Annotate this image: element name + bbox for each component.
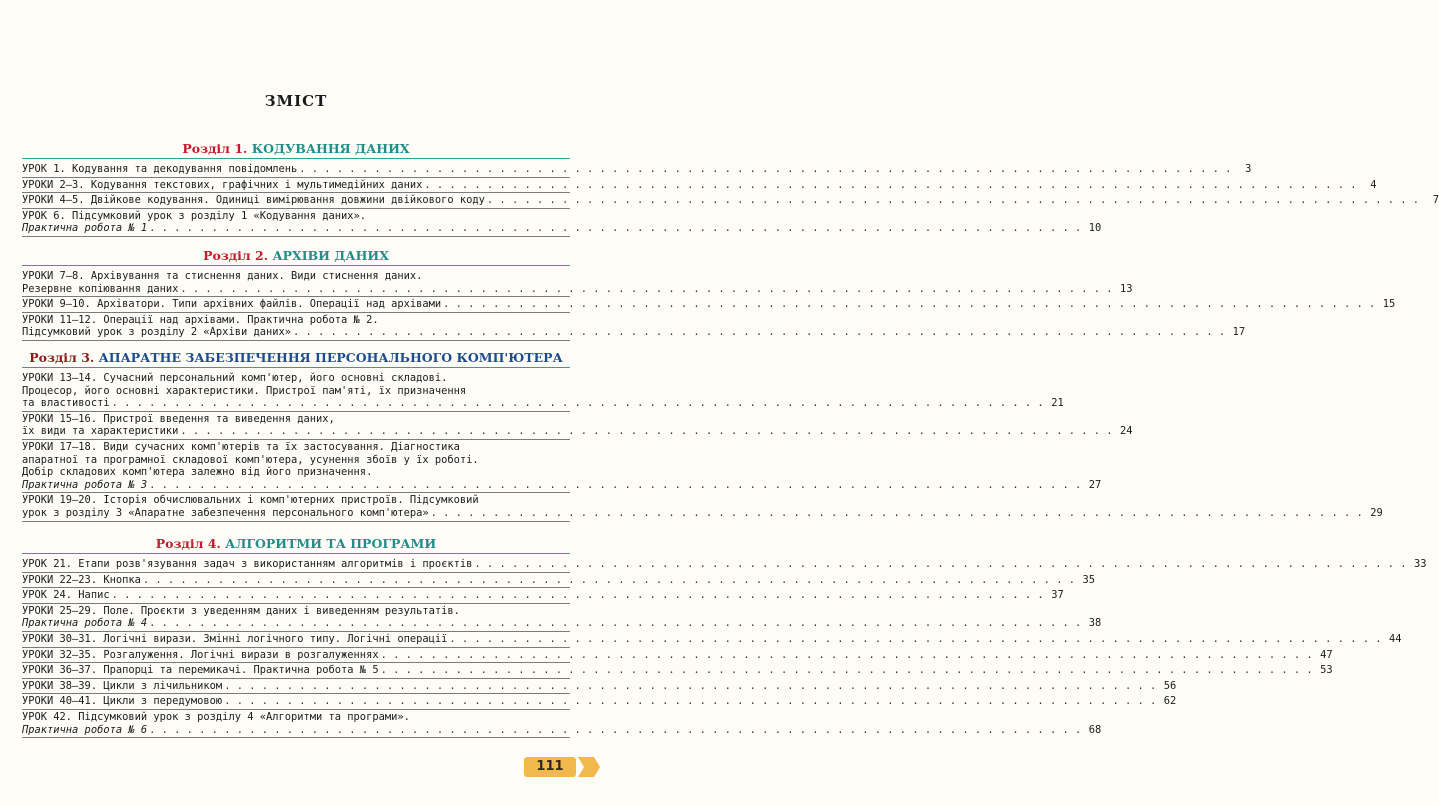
page-ref: 68 (1088, 723, 1102, 736)
page-ref: 29 (1370, 506, 1383, 519)
dot-leader: . . . . . . . . . . . . . . . . . . . . . . . . . . . . . . . . . . . . . . . . . . . . . . . . . . . . . . . . . . . . . . . . . . . . . . . . . . . (486, 194, 1420, 207)
toc-line (22, 163, 1252, 176)
section-heading (22, 535, 570, 552)
toc-text: УРОКИ 19–20. Історія обчислювальних і комп'ютерних пристроїв. Підсумковий (22, 494, 479, 507)
page-ref: 35 (1082, 573, 1095, 586)
section-divider (22, 158, 570, 159)
toc-line (22, 589, 1064, 602)
dot-leader: . . . . . . . . . . . . . . . . . . . . . . . . . . . . . . . . . . . . . . . . . . . . . . . . . . . . . . . . . . . . . . . . . . . . . . . . . . . (474, 558, 1407, 570)
toc-text: Практична робота № 4 (22, 617, 148, 630)
toc-line (22, 413, 570, 426)
section-divider (22, 367, 570, 368)
toc-text: УРОК 42. Підсумковий урок з розділу 4 «Алгоритми та програми». (22, 710, 410, 723)
dot-leader: . . . . . . . . . . . . . . . . . . . . . . . . . . . . . . . . . . . . . . . . . . . . . . . . . . . . . . . . . . . . . . . . . . . . . . . . . . . (149, 222, 1082, 235)
section-name: АЛГОРИТМИ ТА ПРОГРАМИ (225, 536, 437, 551)
dot-leader: . . . . . . . . . . . . . . . . . . . . . . . . . . . . . . . . . . . . . . . . . . . . . . . . . . . . . . . . . . . . . . . . . . . . . . . . . . . (424, 178, 1357, 191)
page-ref: 53 (1320, 664, 1333, 677)
toc-text: Процесор, його основні характеристики. Пристрої пам'яті, їх призначення (22, 384, 467, 397)
dot-leader: . . . . . . . . . . . . . . . . . . . . . . . . . . . . . . . . . . . . . . . . . . . . . . . . . . . . . . . . . . . . . . . . . . . . . . . . . . . (224, 695, 1157, 708)
toc-text: Підсумковий урок з розділу 2 «Архіви даних» (22, 326, 291, 339)
page-ref: 10 (1088, 222, 1102, 235)
dot-leader: . . . . . . . . . . . . . . . . . . . . . . . . . . . . . . . . . . . . . . . . . . . . . . . . . . . . . . . . . . . . . . . . . . . . . . . . . . . (142, 573, 1075, 586)
toc-text: Резервне копіювання даних (22, 282, 179, 295)
toc-line (22, 573, 1095, 587)
toc-text: їх види та характеристики (22, 425, 179, 438)
page-ref: 3 (1245, 163, 1252, 175)
page-ref: 33 (1414, 558, 1427, 570)
toc-text: УРОКИ 17–18. Види сучасних комп'ютерів та їх застосування. Діагностика (22, 440, 460, 453)
page-ref: 15 (1382, 298, 1396, 311)
toc-line (22, 679, 1177, 693)
toc-entry[interactable] (22, 588, 1064, 604)
toc-text: УРОК 21. Етапи розв'язування задач з використанням алгоритмів і проєктів (22, 558, 473, 570)
toc-entry[interactable] (22, 209, 1102, 237)
toc-entry[interactable] (22, 297, 1396, 313)
toc-line (22, 605, 570, 618)
toc-entry[interactable] (22, 313, 1246, 341)
toc-text: УРОКИ 38–39. Цикли з лічильником (22, 679, 223, 692)
dot-leader: . . . . . . . . . . . . . . . . . . . . . . . . . . . . . . . . . . . . . . . . . . . . . . . . . . . . . . . . . . . . . . . . . . . . . . . . . . . (380, 648, 1313, 661)
toc-text: та властивості (22, 397, 110, 410)
dot-leader: . . . . . . . . . . . . . . . . . . . . . . . . . . . . . . . . . . . . . . . . . . . . . . . . . . . . . . . . . . . . . . . . . . . . . . . . . . . (111, 397, 1044, 410)
page-ref: 44 (1388, 632, 1402, 645)
section-heading (22, 349, 570, 366)
section-label: Розділ 2. (203, 248, 269, 263)
toc-line (22, 222, 1102, 235)
toc-line (22, 178, 1377, 192)
toc-line (22, 314, 570, 327)
toc-text: апаратної та програмної складової комп'ютера, усунення збоїв у їх роботі. (22, 453, 479, 466)
toc-line (22, 210, 570, 223)
toc-text: УРОКИ 15–16. Пристрої введення та виведення даних, (22, 412, 335, 425)
toc-entry[interactable] (22, 557, 1427, 573)
toc-line (22, 466, 570, 479)
section-name: АРХІВИ ДАНИХ (272, 248, 389, 263)
page-tab-decoration (578, 757, 600, 777)
toc-line (22, 385, 570, 398)
toc-text: УРОКИ 9–10. Архіватори. Типи архівних файлів. Операції над архівами (22, 298, 442, 311)
toc-text: УРОКИ 36–37. Прапорці та перемикачі. Практична робота № 5 (22, 664, 379, 677)
toc-line (22, 397, 1064, 410)
section-3 (22, 349, 1383, 522)
toc-text: УРОКИ 4–5. Двійкове кодування. Одиниці вимірювання довжини двійкового коду (22, 194, 485, 207)
dot-leader: . . . . . . . . . . . . . . . . . . . . . . . . . . . . . . . . . . . . . . . . . . . . . . . . . . . . . . . . . . . . . . . . . . . . . . . . . . . (299, 163, 1232, 175)
toc-entry[interactable] (22, 440, 1102, 493)
toc-line (22, 454, 570, 467)
toc-line (22, 723, 1102, 737)
section-label: Розділ 4. (155, 536, 221, 551)
toc-entry[interactable] (22, 162, 1252, 178)
dot-leader: . . . . . . . . . . . . . . . . . . . . . . . . . . . . . . . . . . . . . . . . . . . . . . . . . . . . . . . . . . . . . . . . . . . . . . . . . . . (149, 617, 1082, 630)
toc-text: УРОК 6. Підсумковий урок з розділу 1 «Кодування даних». (22, 209, 367, 222)
toc-line (22, 270, 570, 283)
toc-entry[interactable] (22, 193, 1439, 209)
toc-line (22, 494, 570, 507)
page-ref: 7 (1432, 194, 1439, 207)
section-2 (22, 247, 1396, 341)
toc-entry[interactable] (22, 573, 1095, 589)
toc-line (22, 558, 1427, 571)
page-ref: 62 (1163, 695, 1177, 708)
toc-line (22, 326, 1246, 339)
toc-text: УРОКИ 7–8. Архівування та стиснення даних. Види стиснення даних. (22, 270, 423, 282)
toc-text: Практична робота № 3 (22, 478, 148, 491)
page-ref: 27 (1088, 478, 1102, 491)
page-ref: 56 (1163, 679, 1177, 692)
page-ref: 38 (1088, 617, 1102, 630)
section-name: КОДУВАННЯ ДАНИХ (251, 141, 410, 156)
page-title: ЗМІСТ (264, 92, 328, 110)
section-1 (22, 140, 1439, 237)
toc-line (22, 632, 1402, 646)
section-4 (22, 535, 1427, 738)
dot-leader: . . . . . . . . . . . . . . . . . . . . . . . . . . . . . . . . . . . . . . . . . . . . . . . . . . . . . . . . . . . . . . . . . . . . . . . . . . . (149, 478, 1082, 491)
section-label: Розділ 1. (182, 141, 248, 156)
toc-line (22, 425, 1133, 438)
page-ref: 47 (1320, 648, 1333, 661)
dot-leader: . . . . . . . . . . . . . . . . . . . . . . . . . . . . . . . . . . . . . . . . . . . . . . . . . . . . . . . . . . . . . . . . . . . . . . . . . . . (180, 282, 1113, 295)
toc-line (22, 695, 1177, 708)
toc-text: УРОКИ 30–31. Логічні вирази. Змінні логічного типу. Логічні операції (22, 632, 448, 645)
toc-entry[interactable] (22, 412, 1133, 440)
dot-leader: . . . . . . . . . . . . . . . . . . . . . . . . . . . . . . . . . . . . . . . . . . . . . . . . . . . . . . . . . . . . . . . . . . . . . . . . . . . (380, 664, 1313, 677)
toc-line (22, 372, 570, 385)
dot-leader: . . . . . . . . . . . . . . . . . . . . . . . . . . . . . . . . . . . . . . . . . . . . . . . . . . . . . . . . . . . . . . . . . . . . . . . . . . . (443, 298, 1376, 311)
toc-text: УРОКИ 2–3. Кодування текстових, графічних і мультимедійних даних (22, 178, 423, 191)
toc-text: УРОКИ 22–23. Кнопка (22, 573, 141, 586)
toc-entry[interactable] (22, 178, 1377, 194)
toc-entry[interactable] (22, 694, 1177, 710)
toc-line (22, 478, 1102, 492)
section-label: Розділ 3. (29, 350, 95, 365)
toc-text: УРОК 1. Кодування та декодування повідомлень (22, 163, 298, 175)
dot-leader: . . . . . . . . . . . . . . . . . . . . . . . . . . . . . . . . . . . . . . . . . . . . . . . . . . . . . . . . . . . . . . . . . . . . . . . . . . . (180, 425, 1113, 438)
toc-text: Практична робота № 1 (22, 222, 148, 235)
section-name: АПАРАТНЕ ЗАБЕЗПЕЧЕННЯ ПЕРСОНАЛЬНОГО КОМП'ЮТЕРА (98, 350, 563, 365)
toc-line (22, 282, 1133, 296)
toc-text: УРОКИ 32–35. Розгалуження. Логічні вирази в розгалуженнях (22, 648, 379, 661)
dot-leader: . . . . . . . . . . . . . . . . . . . . . . . . . . . . . . . . . . . . . . . . . . . . . . . . . . . . . . . . . . . . . . . . . . . . . . . . . . . (449, 632, 1382, 645)
toc-text: УРОКИ 40–41. Цикли з передумовою (22, 695, 223, 708)
page-ref: 13 (1120, 282, 1133, 295)
page-ref: 37 (1051, 589, 1064, 602)
page-ref: 17 (1232, 326, 1246, 339)
toc-line (22, 617, 1102, 630)
toc-line (22, 506, 1383, 520)
page-ref: 24 (1120, 425, 1133, 438)
section-heading (22, 247, 570, 264)
dot-leader: . . . . . . . . . . . . . . . . . . . . . . . . . . . . . . . . . . . . . . . . . . . . . . . . . . . . . . . . . . . . . . . . . . . . . . . . . . . (293, 326, 1226, 339)
section-divider (22, 553, 570, 554)
toc-entry[interactable] (22, 371, 1064, 412)
toc-text: урок з розділу 3 «Апаратне забезпечення персонального комп'ютера» (22, 506, 429, 519)
toc-entry[interactable] (22, 632, 1402, 648)
section-heading (22, 140, 570, 157)
page-ref: 4 (1370, 178, 1377, 191)
toc-entry[interactable] (22, 679, 1177, 695)
dot-leader: . . . . . . . . . . . . . . . . . . . . . . . . . . . . . . . . . . . . . . . . . . . . . . . . . . . . . . . . . . . . . . . . . . . . . . . . . . . (149, 723, 1082, 736)
toc-text: УРОКИ 25–29. Поле. Проєкти з уведенням даних і виведенням результатів. (22, 604, 460, 617)
toc-line (22, 664, 1333, 677)
dot-leader: . . . . . . . . . . . . . . . . . . . . . . . . . . . . . . . . . . . . . . . . . . . . . . . . . . . . . . . . . . . . . . . . . . . . . . . . . . . (430, 506, 1363, 519)
toc-entry[interactable] (22, 710, 1102, 738)
page-number: 111 (524, 757, 576, 777)
toc-line (22, 711, 570, 724)
toc-line (22, 194, 1439, 207)
section-divider (22, 265, 570, 266)
page-ref: 21 (1051, 397, 1064, 410)
toc-entry[interactable] (22, 269, 1133, 297)
dot-leader: . . . . . . . . . . . . . . . . . . . . . . . . . . . . . . . . . . . . . . . . . . . . . . . . . . . . . . . . . . . . . . . . . . . . . . . . . . . (224, 679, 1157, 692)
toc-text: Практична робота № 6 (22, 723, 148, 736)
toc-line (22, 648, 1333, 662)
toc-text: УРОКИ 11–12. Операції над архівами. Практична робота № 2. (22, 313, 379, 326)
toc-line (22, 298, 1396, 311)
toc-text: Добір складових комп'ютера залежно від його призначення. (22, 466, 373, 479)
toc-entry[interactable] (22, 648, 1333, 664)
toc-line (22, 441, 570, 454)
toc-text: УРОК 24. Напис (22, 589, 110, 602)
toc-entry[interactable] (22, 604, 1102, 632)
toc-entry[interactable] (22, 493, 1383, 521)
toc-text: УРОКИ 13–14. Сучасний персональний комп'ютер, його основні складові. (22, 372, 448, 384)
toc-entry[interactable] (22, 663, 1333, 679)
dot-leader: . . . . . . . . . . . . . . . . . . . . . . . . . . . . . . . . . . . . . . . . . . . . . . . . . . . . . . . . . . . . . . . . . . . . . . . . . . . (111, 589, 1044, 602)
